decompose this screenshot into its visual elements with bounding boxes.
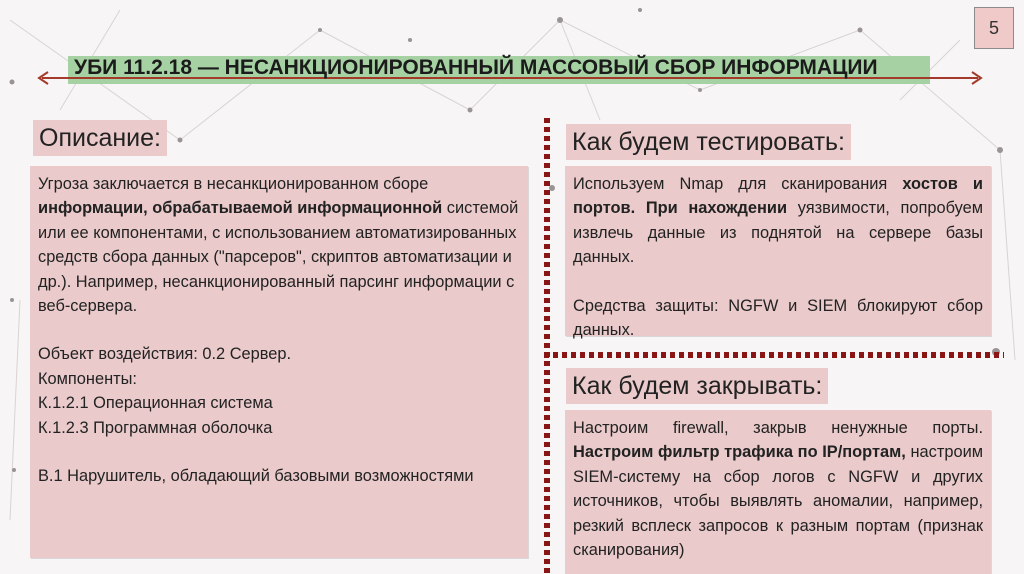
components-label: Компоненты:: [38, 369, 137, 388]
component-item-shell: К.1.2.3 Программная оболочка: [38, 418, 273, 437]
description-panel: [30, 166, 528, 558]
description-paragraph: Угроза заключается в несанкционированном сборе информации, обрабатываемой информационной системой или ее компонентами, с использованием автоматизированных средств сбора данных ("парсеров", скриптов автоматизации и др.). Например, несанкционированный парсинг информации с веб-сервера.: [38, 175, 519, 316]
closing-panel: [565, 410, 991, 574]
component-item-os: К.1.2.1 Операционная система: [38, 394, 273, 413]
protection-means: Средства защиты: NGFW и SIEM блокируют сбор данных.: [573, 296, 983, 340]
violator-text: В.1 Нарушитель, обладающий базовыми возможностями: [38, 467, 474, 486]
page-title: УБИ 11.2.18 — НЕСАНКЦИОНИРОВАННЫЙ МАССОВЫЙ СБОР ИНФОРМАЦИИ: [74, 56, 878, 79]
vertical-dotted-divider: [544, 118, 550, 574]
horizontal-dotted-divider: [544, 352, 1004, 358]
closing-heading: Как будем закрывать:: [566, 368, 828, 404]
slide-number: 5: [974, 7, 1014, 49]
testing-paragraph: Используем Nmap для сканирования хостов и портов. При нахождении уязвимости, попробуем извлечь данные из поднятой на сервере базы данных.: [573, 175, 983, 267]
impact-object: Объект воздействия: 0.2 Сервер.: [38, 345, 292, 364]
closing-paragraph: Настроим firewall, закрыв ненужные порты. Настроим фильтр трафика по IP/портам, настроим SIEM-систему на сбор логов с NGFW и других источников, чтобы выявлять аномалии, например, резкий всплеск запросов к разным портам (признак сканирования): [573, 419, 983, 560]
description-heading: Описание:: [33, 120, 167, 156]
testing-heading: Как будем тестировать:: [566, 124, 851, 160]
testing-panel: [565, 166, 991, 340]
